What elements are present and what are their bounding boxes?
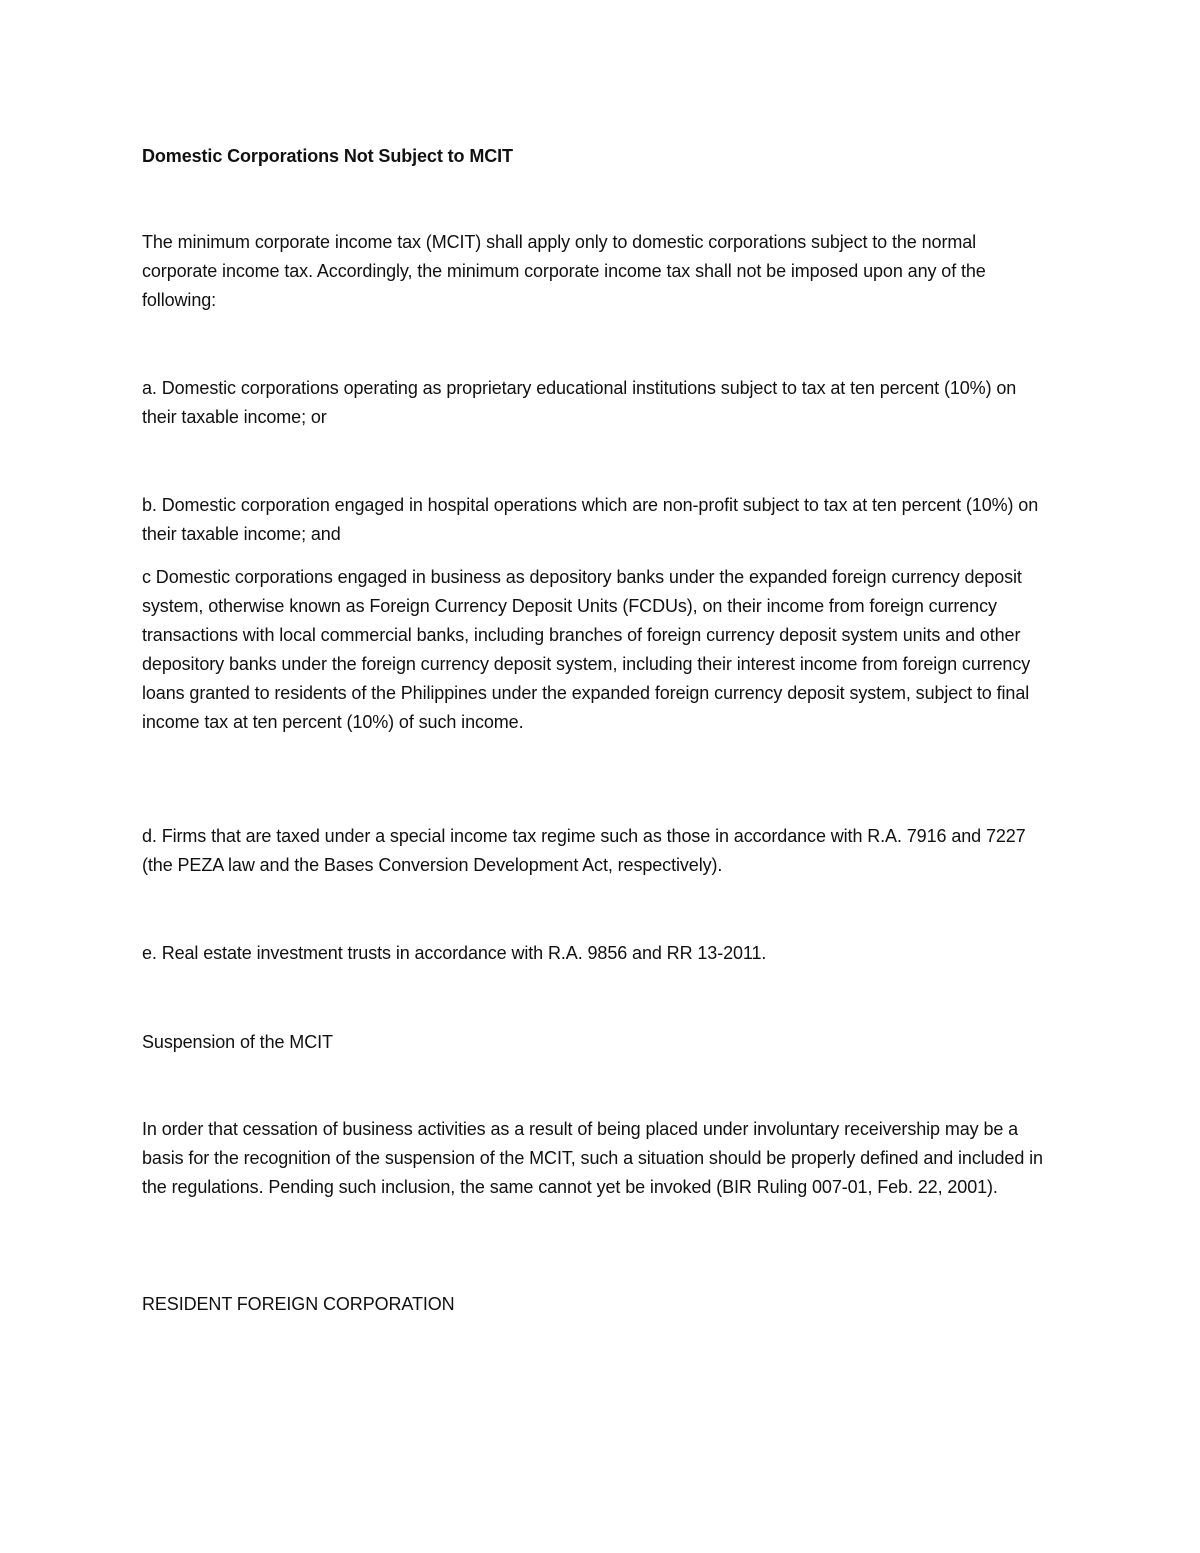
item-e-paragraph: e. Real estate investment trusts in accordance with R.A. 9856 and RR 13-2011. bbox=[142, 943, 767, 963]
intro-paragraph: The minimum corporate income tax (MCIT) shall apply only to domestic corporations subject to the normal corporate income tax. Accordingly, the minimum corporate income tax shall not be imposed upon any of the following: bbox=[142, 232, 986, 310]
item-d-paragraph: d. Firms that are taxed under a special income tax regime such as those in accordance with R.A. 7916 and 7227 (the PEZA law and the Bases Conversion Development Act, respectively). bbox=[142, 826, 1026, 875]
item-c-paragraph: c Domestic corporations engaged in business as depository banks under the expanded foreign currency deposit system, otherwise known as Foreign Currency Deposit Units (FCDUs), on their income from foreign currency transactions with local commercial banks, including branches of foreign currency deposit system units and other depository banks under the foreign currency deposit system, including their interest income from foreign currency loans granted to residents of the Philippines under the expanded foreign currency deposit system, subject to final income tax at ten percent (10%) of such income. bbox=[142, 567, 1031, 732]
suspension-paragraph: In order that cessation of business activities as a result of being placed under involuntary receivership may be a basis for the recognition of the suspension of the MCIT, such a situation should be properly defined and included in the regulations. Pending such inclusion, the same cannot yet be invoked (BIR Ruling 007-01, Feb. 22, 2001). bbox=[142, 1119, 1043, 1197]
item-b-paragraph: b. Domestic corporation engaged in hospital operations which are non-profit subject to tax at ten percent (10%) on their taxable income; and bbox=[142, 495, 1039, 544]
document-heading: Domestic Corporations Not Subject to MCIT bbox=[142, 146, 513, 166]
suspension-heading: Suspension of the MCIT bbox=[142, 1032, 333, 1052]
item-a-paragraph: a. Domestic corporations operating as proprietary educational institutions subject to tax at ten percent (10%) on their taxable income; or bbox=[142, 378, 1017, 427]
resident-foreign-corporation-heading: RESIDENT FOREIGN CORPORATION bbox=[142, 1294, 455, 1314]
